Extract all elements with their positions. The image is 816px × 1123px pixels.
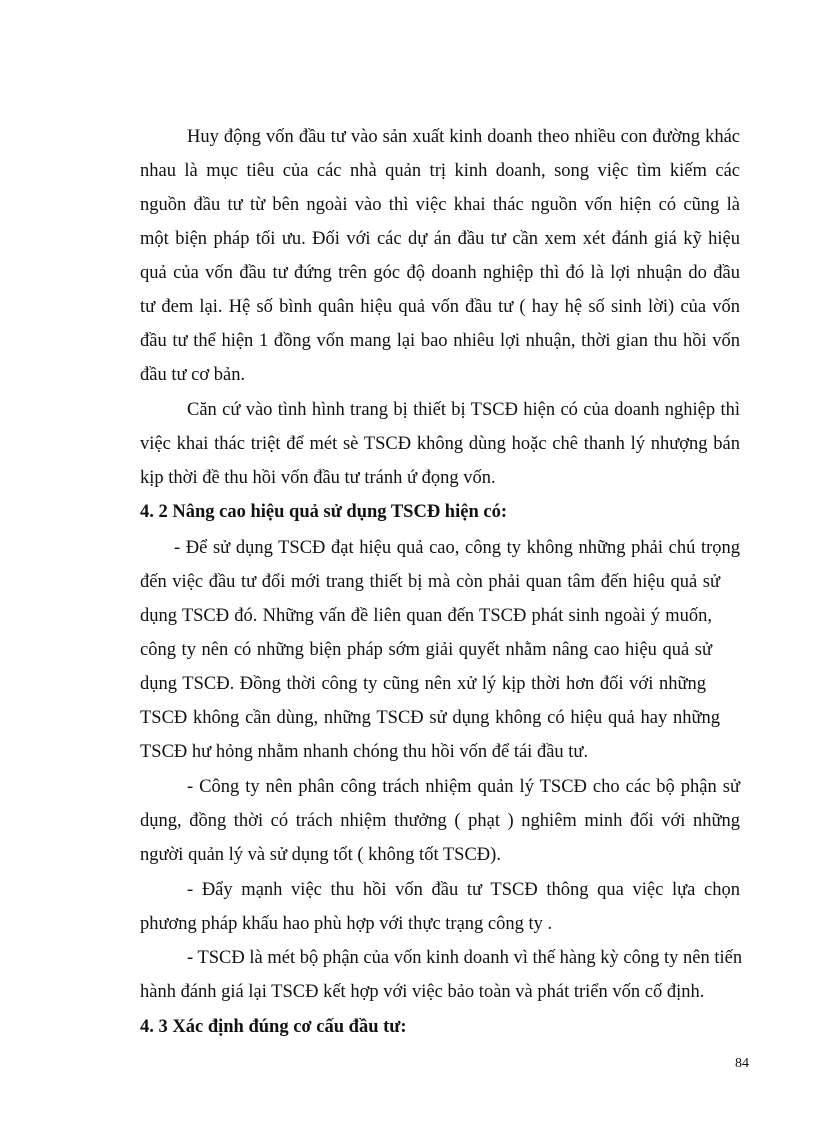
bullet-1-line-6: TSCĐ không cần dùng, những TSCĐ sử dụng không có hiệu quả hay những (140, 708, 720, 728)
bullet-1-line-4: công ty nên có những biện pháp sớm giải quyết nhằm nâng cao hiệu quả sử (140, 640, 712, 660)
bullet-1-line-1: - Để sử dụng TSCĐ đạt hiệu quả cao, công ty không những phải chú trọng (174, 538, 740, 558)
bullet-2-line-2: dụng, đồng thời có trách nhiệm thưởng ( phạt ) nghiêm minh đối với những (140, 811, 740, 831)
bullet-2-line-1: - Công ty nên phân công trách nhiệm quản lý TSCĐ cho các bộ phận sử (187, 777, 740, 797)
bullet-3-line-1: - Đẩy mạnh việc thu hồi vốn đầu tư TSCĐ thông qua việc lựa chọn (187, 880, 740, 900)
page-number: 84 (735, 1056, 749, 1071)
bullet-4-line-2: hành đánh giá lại TSCĐ kết hợp với việc bảo toàn và phát triển vốn cố định. (140, 982, 705, 1002)
bullet-2-line-3: người quản lý và sử dụng tốt ( không tốt TSCĐ). (140, 845, 501, 865)
bullet-1-line-7: TSCĐ hư hỏng nhằm nhanh chóng thu hồi vốn để tái đầu tư. (140, 742, 589, 762)
bullet-3-line-2: phương pháp khấu hao phù hợp với thực trạng công ty . (140, 914, 553, 934)
paragraph-2-line-3: kịp thời đề thu hồi vốn đầu tư tránh ứ đọng vốn. (140, 468, 496, 488)
bullet-1-line-5: dụng TSCĐ. Đồng thời công ty cũng nên xử lý kịp thời hơn đối với những (140, 674, 706, 694)
paragraph-1-line-6: tư đem lại. Hệ số bình quân hiệu quả vốn đầu tư ( hay hệ số sinh lời) của vốn (140, 297, 740, 317)
paragraph-2-line-2: việc khai thác triệt để mét sè TSCĐ không dùng hoặc chê thanh lý nhượng bán (140, 434, 740, 454)
paragraph-2-line-1: Căn cứ vào tình hình trang bị thiết bị TSCĐ hiện có của doanh nghiệp thì (187, 400, 740, 420)
bullet-4-line-1: - TSCĐ là mét bộ phận của vốn kinh doanh vì thế hàng kỳ công ty nên tiến (187, 948, 743, 968)
paragraph-1-line-5: quả của vốn đầu tư đứng trên góc độ doanh nghiệp thì đó là lợi nhuận do đầu (140, 263, 740, 283)
paragraph-1-line-7: đầu tư thể hiện 1 đồng vốn mang lại bao nhiêu lợi nhuận, thời gian thu hồi vốn (140, 331, 740, 351)
section-heading-4-2: 4. 2 Nâng cao hiệu quả sử dụng TSCĐ hiện có: (140, 502, 507, 522)
paragraph-1-line-3: nguồn đầu tư từ bên ngoài vào thì việc khai thác nguồn vốn hiện có cũng là (140, 195, 740, 215)
paragraph-1-line-2: nhau là mục tiêu của các nhà quản trị kinh doanh, song việc tìm kiếm các (140, 161, 740, 181)
bullet-1-line-3: dụng TSCĐ đó. Những vấn đề liên quan đến TSCĐ phát sinh ngoài ý muốn, (140, 606, 712, 626)
bullet-1-line-2: đến việc đầu tư đổi mới trang thiết bị mà còn phải quan tâm đến hiệu quả sử (140, 572, 720, 592)
paragraph-1-line-8: đầu tư cơ bản. (140, 365, 246, 385)
paragraph-1-line-4: một biện pháp tối ưu. Đối với các dự án đầu tư cần xem xét đánh giá kỹ hiệu (140, 229, 740, 249)
section-heading-4-3: 4. 3 Xác định đúng cơ cấu đầu tư: (140, 1017, 407, 1037)
paragraph-1-line-1: Huy động vốn đầu tư vào sản xuất kinh doanh theo nhiều con đường khác (187, 127, 740, 147)
